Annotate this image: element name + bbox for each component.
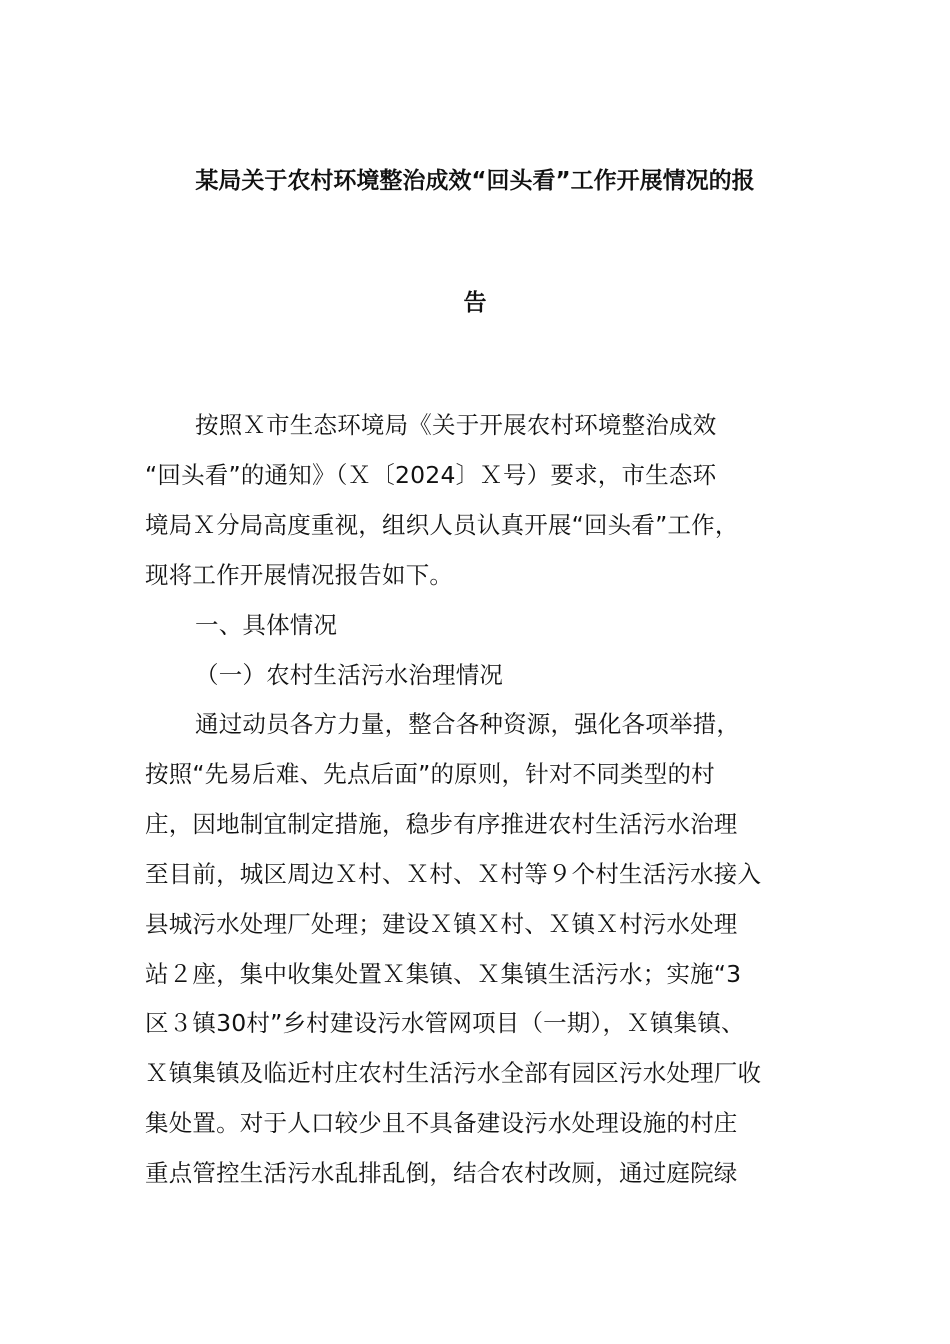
section-heading-1: 一、具体情况 bbox=[195, 611, 338, 639]
body-line-15: 集处置。对于人口较少且不具备建设污水处理设施的村庄 bbox=[145, 1109, 738, 1137]
body-line-10: 至目前，城区周边Ｘ村、Ｘ村、Ｘ村等９个村生活污水接入 bbox=[145, 860, 762, 888]
document-title-line-2: 告 bbox=[463, 290, 487, 316]
body-line-14: Ｘ镇集镇及临近村庄农村生活污水全部有园区污水处理厂收 bbox=[145, 1059, 762, 1087]
body-line-12: 站２座，集中收集处置Ｘ集镇、Ｘ集镇生活污水；实施“3 bbox=[145, 960, 742, 988]
document-title-line-1: 某局关于农村环境整治成效“回头看”工作开展情况的报 bbox=[195, 168, 755, 194]
body-line-8: 按照“先易后难、先点后面”的原则，针对不同类型的村 bbox=[145, 760, 715, 788]
body-line-13: 区３镇30村”乡村建设污水管网项目（一期），Ｘ镇集镇、 bbox=[145, 1009, 745, 1037]
body-line-3: 境局Ｘ分局高度重视，组织人员认真开展“回头看”工作， bbox=[145, 511, 739, 539]
subsection-heading-1: （一）农村生活污水治理情况 bbox=[195, 661, 504, 689]
body-line-4: 现将工作开展情况报告如下。 bbox=[145, 561, 454, 589]
body-line-11: 县城污水处理厂处理；建设Ｘ镇Ｘ村、Ｘ镇Ｘ村污水处理 bbox=[145, 910, 738, 938]
body-line-7: 通过动员各方力量，整合各种资源，强化各项举措， bbox=[195, 710, 741, 738]
body-line-16: 重点管控生活污水乱排乱倒，结合农村改厕，通过庭院绿 bbox=[145, 1159, 738, 1187]
body-line-9: 庄，因地制宜制定措施，稳步有序推进农村生活污水治理 bbox=[145, 810, 738, 838]
body-line-1: 按照Ｘ市生态环境局《关于开展农村环境整治成效 bbox=[195, 411, 717, 439]
body-line-2: “回头看”的通知》（Ｘ〔2024〕Ｘ号）要求，市生态环 bbox=[145, 461, 717, 489]
